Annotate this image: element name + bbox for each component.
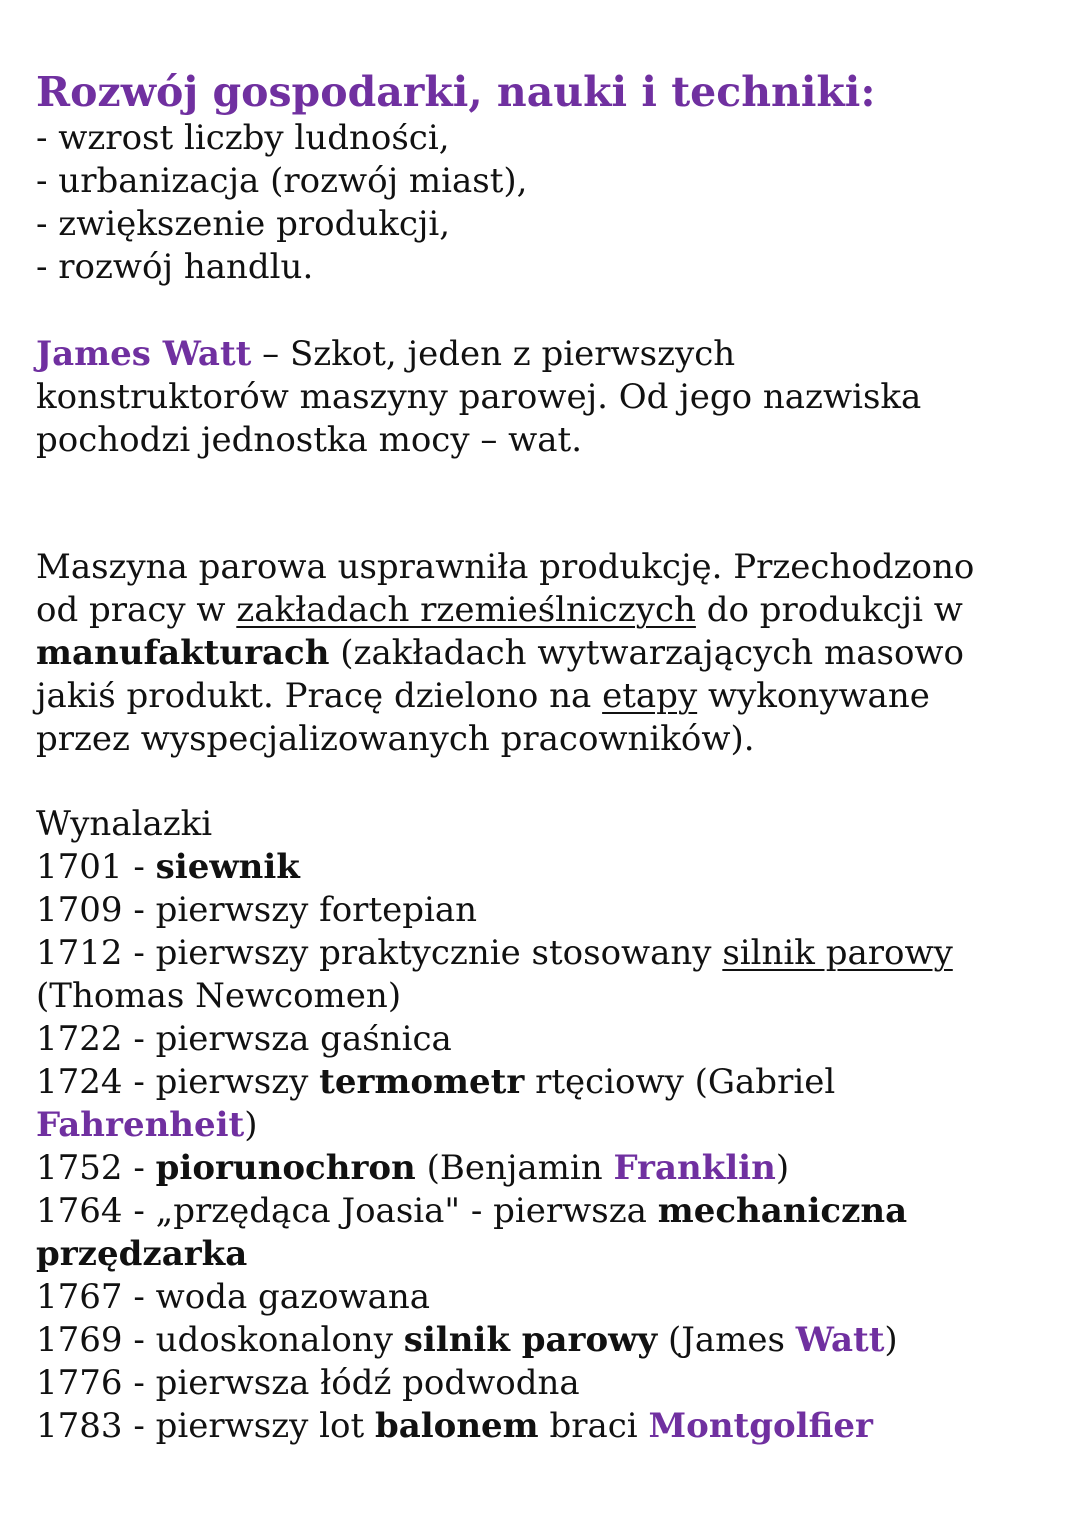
invention-item [36, 1147, 953, 1190]
text-span: od pracy w [36, 590, 237, 630]
text-span: – Szkot, jeden z pierwszych [251, 334, 736, 374]
text-span: do produkcji w [695, 590, 963, 630]
invention-item [36, 846, 953, 889]
invention-item: 1709 - pierwszy fortepian [36, 890, 478, 930]
bold-term: mechaniczna [657, 1191, 908, 1231]
inventions-list [36, 803, 953, 1448]
text-span: (zakładach wytwarzających masowo [329, 633, 964, 673]
invention-item: 1776 - pierwsza łódź podwodna [36, 1363, 580, 1403]
paragraph-line: pochodzi jednostka mocy – wat. [36, 420, 583, 460]
bold-term: siewnik [155, 847, 300, 887]
underlined-term: silnik parowy [722, 933, 953, 973]
invention-item [36, 1190, 953, 1233]
text-span: wykonywane [697, 676, 930, 716]
invention-item: 1722 - pierwsza gaśnica [36, 1019, 452, 1059]
text-span: ) [244, 1105, 258, 1145]
inventions-header: Wynalazki [36, 804, 213, 844]
invention-item [36, 1319, 953, 1362]
steam-machine-paragraph [36, 546, 974, 761]
text-span: 1701 - [36, 847, 156, 887]
underlined-term: zakładach rzemieślniczych [236, 590, 696, 630]
invention-item-continued [36, 1233, 953, 1276]
text-span: rtęciowy (Gabriel [524, 1062, 836, 1102]
paragraph-line [36, 589, 974, 632]
underlined-term: etapy [602, 676, 698, 716]
text-span: 1783 - pierwszy lot [36, 1406, 375, 1446]
text-span: braci [538, 1406, 649, 1446]
invention-item [36, 1405, 953, 1448]
text-span: 1764 - „przędąca Joasia" - pierwsza [36, 1191, 658, 1231]
highlight-name: Montgolfier [648, 1406, 873, 1446]
text-span: 1724 - pierwszy [36, 1062, 320, 1102]
text-span: 1752 - [36, 1148, 156, 1188]
bold-term: przędzarka [36, 1234, 248, 1274]
invention-item: 1767 - woda gazowana [36, 1277, 431, 1317]
text-span: jakiś produkt. Pracę dzielono na [36, 676, 603, 716]
list-item: - wzrost liczby ludności, [36, 118, 450, 158]
highlight-name: Franklin [613, 1148, 776, 1188]
invention-item-continued: (Thomas Newcomen) [36, 976, 402, 1016]
paragraph-line [36, 632, 974, 675]
text-span: (James [657, 1320, 796, 1360]
text-span: (Benjamin [415, 1148, 614, 1188]
bold-term: piorunochron [155, 1148, 416, 1188]
paragraph-line: konstruktorów maszyny parowej. Od jego nazwiska [36, 377, 922, 417]
text-span: ) [884, 1320, 898, 1360]
text-span: 1769 - udoskonalony [36, 1320, 404, 1360]
invention-item [36, 1061, 953, 1104]
paragraph-line: Maszyna parowa usprawniła produkcję. Przechodzono [36, 547, 975, 587]
list-item: - urbanizacja (rozwój miast), [36, 161, 528, 201]
james-watt-paragraph [36, 333, 921, 462]
list-item: - zwiększenie produkcji, [36, 204, 451, 244]
list-item: - rozwój handlu. [36, 247, 314, 287]
invention-item [36, 932, 953, 975]
bold-term: manufakturach [36, 633, 330, 673]
text-span: ) [775, 1148, 790, 1188]
paragraph-line: przez wyspecjalizowanych pracowników). [36, 719, 755, 759]
highlight-name: Fahrenheit [36, 1105, 245, 1145]
page-title: Rozwój gospodarki, nauki i techniki: [36, 68, 876, 116]
highlight-name: Watt [795, 1320, 885, 1360]
text-span: 1712 - pierwszy praktycznie stosowany [36, 933, 723, 973]
paragraph-line [36, 333, 921, 376]
factors-list [36, 117, 528, 289]
invention-item-continued [36, 1104, 953, 1147]
highlight-name: James Watt [36, 334, 252, 374]
bold-term: silnik parowy [403, 1320, 658, 1360]
bold-term: termometr [319, 1062, 525, 1102]
bold-term: balonem [374, 1406, 539, 1446]
paragraph-line [36, 675, 974, 718]
